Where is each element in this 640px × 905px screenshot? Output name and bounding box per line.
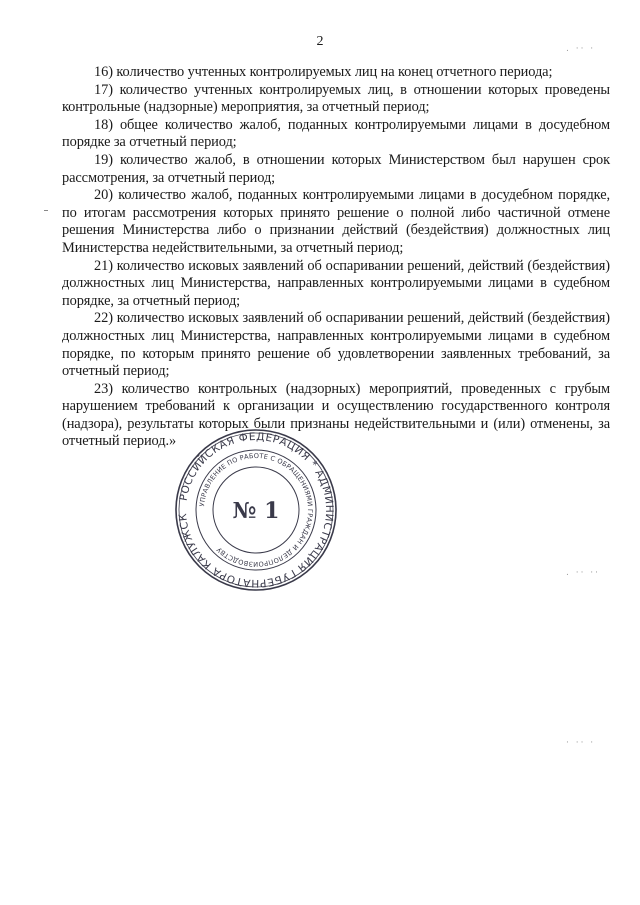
seal-graphic [172,426,340,594]
seal-inner-text: УПРАВЛЕНИЕ ПО РАБОТЕ С ОБРАЩЕНИЯМИ ГРАЖДАН И ДЕЛОПРОИЗВОДСТВУ [198,451,315,569]
list-item-21: 21) количество исковых заявлений об оспаривании решений, действий (бездействия) должностных лиц Министерства, направленных контролируемыми лицами в судебном порядке, за отчетный период; [62,257,610,309]
scan-artifact: · ·· · [566,738,596,748]
list-item-16: 16) количество учтенных контролируемых лиц на конец отчетного периода; [94,64,553,80]
list-item-23: 23) количество контрольных (надзорных) мероприятий, проведенных с грубым нарушением требований к организации и осуществлению государственного контроля (надзора), результаты которых были признаны недействительными и (или) отменены, за отчетный период.» [62,380,610,450]
scan-artifact: . ·· ·· [566,568,601,578]
list-item-22: 22) количество исковых заявлений об оспаривании решений, действий (бездействия) должностных лиц Министерства, направленных контролируемыми лицами в судебном порядке, по которым принято решение об удовлетворении заявленных требований, за отчетный период; [62,310,610,380]
scan-artifact [44,210,48,211]
seal-number: № 1 [232,498,280,524]
list-item-18: 18) общее количество жалоб, поданных контролируемыми лицами в досудебном порядке за отчетный период; [62,116,610,151]
document-body [62,64,610,451]
page-number: 2 [316,34,324,49]
list-item-17: 17) количество учтенных контролируемых лиц, в отношении которых проведены контрольные (надзорные) мероприятия, за отчетный период; [62,81,610,116]
official-seal [172,426,340,594]
list-item-19: 19) количество жалоб, в отношении которых Министерством был нарушен срок рассмотрения, за отчетный период; [62,151,610,186]
scan-artifact: . ·· · [566,44,596,54]
seal-outer-text: РОССИЙСКАЯ ФЕДЕРАЦИЯ * АДМИНИСТРАЦИЯ ГУБЕРНАТОРА КАЛУЖСК [176,430,336,590]
list-item-20: 20) количество жалоб, поданных контролируемыми лицами в досудебном порядке, по итогам рассмотрения которых принято решение о полной либо частичной отмене решения Министерства либо о признании действий (бездействия) должностных лиц Министерства недействительными, за отчетный период; [62,187,610,256]
